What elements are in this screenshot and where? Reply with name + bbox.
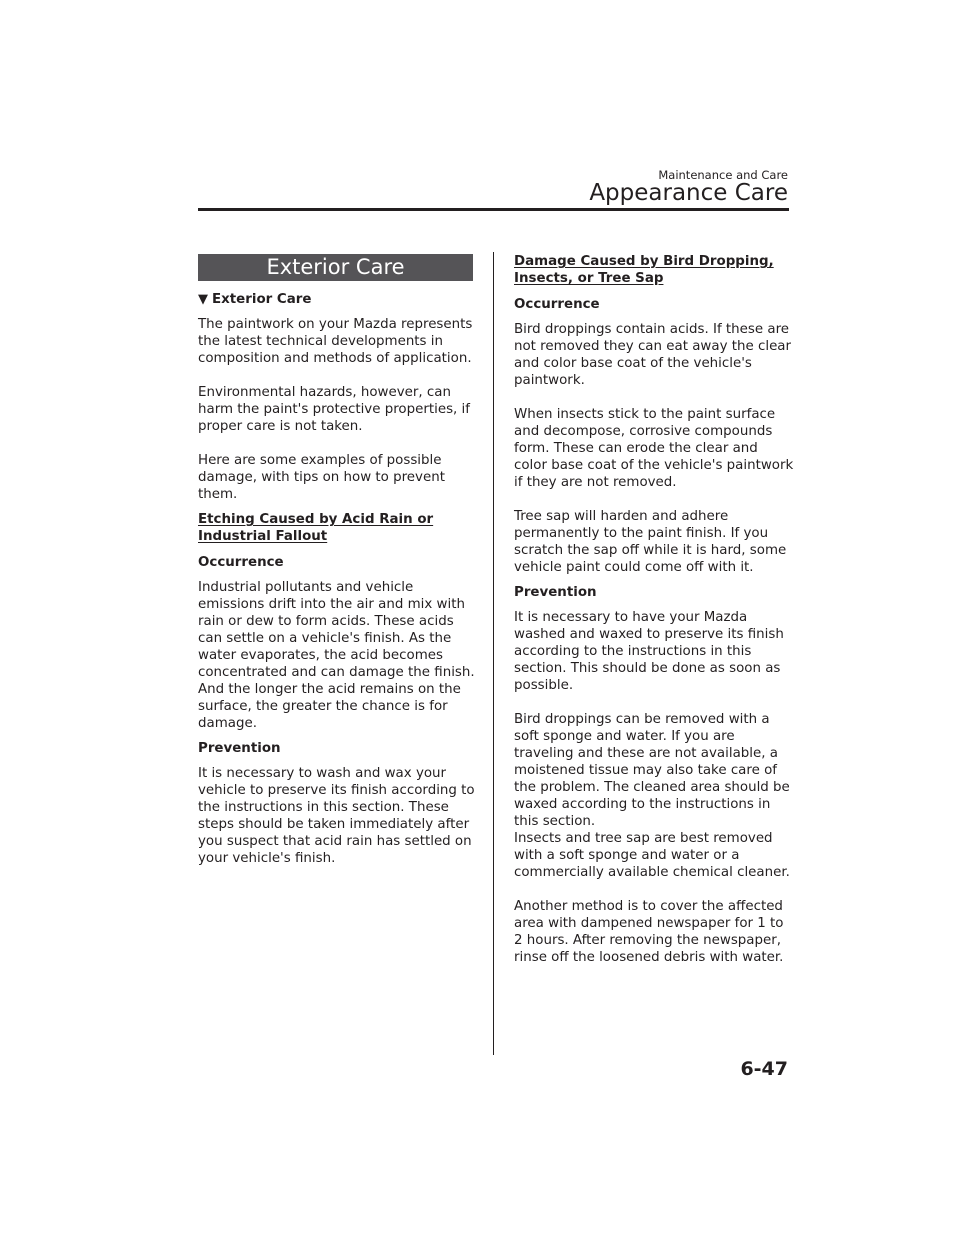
bird-dropping-prevention-para-1: It is necessary to have your Mazda washed and waxed to preserve its finish according to the instructions in this section. This should be done as soon as possible. <box>514 610 784 693</box>
bird-dropping-occurrence-para-2: When insects stick to the paint surface and decompose, corrosive compounds form. These can erode the clear and color base coat of the vehicle's paintwork if they are not removed. <box>514 407 794 490</box>
bird-dropping-prevention-label: Prevention <box>514 585 597 600</box>
intro-paragraph-3: Here are some examples of possible damage, with tips on how to prevent them. <box>198 453 445 502</box>
page-number: 6-47 <box>740 1058 788 1080</box>
triangle-down-icon: ▼ <box>198 292 208 307</box>
left-column <box>198 254 480 884</box>
exterior-care-banner: Exterior Care <box>198 254 473 281</box>
column-divider <box>493 252 494 1055</box>
bird-dropping-occurrence-para-1: Bird droppings contain acids. If these are not removed they can eat away the clear and color base coat of the vehicle's paintwork. <box>514 322 792 388</box>
exterior-care-subheading <box>198 291 480 308</box>
subheading-label: Exterior Care <box>212 292 312 307</box>
acid-rain-occurrence-text: Industrial pollutants and vehicle emissions drift into the air and mix with rain or dew to form acids. These acids can settle on a vehicle's finish. As the water evaporates, the acid becomes concentrated and can damage the finish. <box>198 580 475 680</box>
header-section-label: Maintenance and Care <box>658 168 788 182</box>
header-rule <box>198 208 789 211</box>
intro-paragraph-1: The paintwork on your Mazda represents the latest technical developments in composition and methods of application. <box>198 317 473 366</box>
bird-dropping-prevention-para-2: Bird droppings can be removed with a soft sponge and water. If you are traveling and these are not available, a moistened tissue may also take care of the problem. The cleaned area should be waxed according to the instructions in this section. <box>514 712 790 829</box>
acid-rain-occurrence-text-2: And the longer the acid remains on the surface, the greater the chance is for damage. <box>198 682 461 731</box>
right-column <box>514 253 794 983</box>
acid-rain-prevention-text: It is necessary to wash and wax your vehicle to preserve its finish according to the instructions in this section. These steps should be taken immediately after you suspect that acid rain has settled on your vehicle's finish. <box>198 766 475 866</box>
bird-dropping-prevention-para-4: Another method is to cover the affected area with dampened newspaper for 1 to 2 hours. After removing the newspaper, rinse off the loosened debris with water. <box>514 899 784 965</box>
acid-rain-prevention-label: Prevention <box>198 741 281 756</box>
intro-paragraph-2: Environmental hazards, however, can harm the paint's protective properties, if proper care is not taken. <box>198 385 470 434</box>
bird-dropping-occurrence-para-3: Tree sap will harden and adhere permanently to the paint finish. If you scratch the sap off while it is hard, some vehicle paint could come off with it. <box>514 509 787 575</box>
bird-dropping-occurrence-label: Occurrence <box>514 297 600 312</box>
bird-dropping-prevention-para-3: Insects and tree sap are best removed with a soft sponge and water or a commercially available chemical cleaner. <box>514 831 790 880</box>
bird-dropping-section-title: Damage Caused by Bird Dropping, Insects, or Tree Sap <box>514 254 774 286</box>
acid-rain-occurrence-label: Occurrence <box>198 555 284 570</box>
acid-rain-section-title: Etching Caused by Acid Rain or Industrial Fallout <box>198 512 434 544</box>
header-title: Appearance Care <box>589 180 788 206</box>
